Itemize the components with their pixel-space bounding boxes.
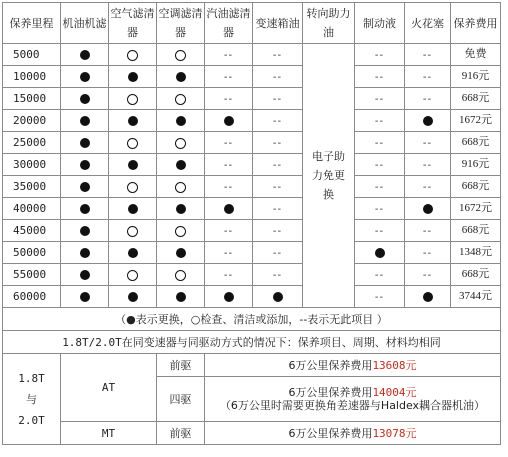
not-applicable-marker: -- [272,225,283,237]
brake-fluid-cell [355,154,405,176]
air-filter-cell [109,88,157,110]
spark-plug-cell [405,88,451,110]
oil-filter-cell [61,176,109,198]
header-brake-fluid: 制动液 [355,3,405,44]
trans-oil-cell [253,286,303,308]
air-filter-cell [109,132,157,154]
not-applicable-marker: -- [374,49,385,61]
oil-filter-cell [61,88,109,110]
summary-awd [205,377,501,422]
schedule-row [3,110,501,132]
fuel-filter-cell [205,66,253,88]
replace-marker [80,182,90,192]
oil-filter-cell [61,198,109,220]
cost-cell: 668元 [451,220,501,242]
steering-oil-note [303,44,355,308]
mileage-cell: 15000 [3,88,61,110]
cost-cell: 668元 [451,88,501,110]
oil-filter-cell [61,154,109,176]
mileage-cell: 35000 [3,176,61,198]
air-filter-cell [109,286,157,308]
not-applicable-marker: -- [374,225,385,237]
mileage-cell: 55000 [3,264,61,286]
mileage-cell: 20000 [3,110,61,132]
transmission-mt: MT [61,422,157,445]
cost-cell: 916元 [451,154,501,176]
fuel-filter-cell [205,88,253,110]
schedule-row [3,176,501,198]
summary-prefix: 6万公里保养费用 [288,426,373,440]
drive-front: 前驱 [157,354,205,377]
not-applicable-marker: -- [223,93,234,105]
trans-oil-cell [253,220,303,242]
legend-text: （●表示更换，○检查、清洁或添加，--表示无此项目 ） [3,308,501,331]
drive-awd: 四驱 [157,377,205,422]
spark-plug-cell [405,176,451,198]
mileage-cell: 45000 [3,220,61,242]
maintenance-table [2,2,501,445]
replace-marker [423,116,433,126]
not-applicable-marker: -- [272,269,283,281]
brake-fluid-cell [355,44,405,66]
replace-marker [176,72,186,82]
check-marker [127,94,138,105]
brake-fluid-cell [355,110,405,132]
check-marker [127,182,138,193]
air-filter-cell [109,198,157,220]
schedule-row [3,44,501,66]
mileage-cell: 50000 [3,242,61,264]
brake-fluid-cell [355,198,405,220]
fuel-filter-cell [205,154,253,176]
oil-filter-cell [61,264,109,286]
replace-marker [128,116,138,126]
schedule-row [3,198,501,220]
not-applicable-marker: -- [374,137,385,149]
replace-marker [128,72,138,82]
mileage-cell: 10000 [3,66,61,88]
check-marker [127,50,138,61]
mileage-cell: 25000 [3,132,61,154]
spark-plug-cell [405,242,451,264]
cost-cell: 3744元 [451,286,501,308]
not-applicable-marker: -- [374,291,385,303]
replace-marker [80,138,90,148]
not-applicable-marker: -- [223,71,234,83]
schedule-row [3,242,501,264]
replace-marker [176,248,186,258]
brake-fluid-cell [355,66,405,88]
ac-filter-cell [157,286,205,308]
ac-filter-cell [157,132,205,154]
air-filter-cell [109,154,157,176]
brake-fluid-cell [355,220,405,242]
oil-filter-cell [61,110,109,132]
summary-cost-value: 13608元 [372,358,417,372]
check-marker [175,138,186,149]
not-applicable-marker: -- [223,247,234,259]
engine-label-text: 1.8T 与 2.0T [18,371,45,427]
trans-oil-cell [253,44,303,66]
not-applicable-marker: -- [272,49,283,61]
replace-marker [224,204,234,214]
note-row [3,331,501,354]
replace-marker [80,248,90,258]
trans-oil-cell [253,88,303,110]
ac-filter-cell [157,242,205,264]
fuel-filter-cell [205,110,253,132]
spark-plug-cell [405,132,451,154]
check-marker [175,270,186,281]
not-applicable-marker: -- [223,159,234,171]
schedule-row [3,88,501,110]
ac-filter-cell [157,154,205,176]
header-air-filter: 空气滤清器 [109,3,157,44]
spark-plug-cell [405,264,451,286]
cost-cell: 668元 [451,132,501,154]
not-applicable-marker: -- [272,71,283,83]
not-applicable-marker: -- [422,247,433,259]
oil-filter-cell [61,44,109,66]
not-applicable-marker: -- [272,181,283,193]
fuel-filter-cell [205,198,253,220]
fuel-filter-cell [205,242,253,264]
summary-mt-front [205,422,501,445]
engine-label [3,354,61,445]
mileage-cell: 60000 [3,286,61,308]
oil-filter-cell [61,286,109,308]
air-filter-cell [109,264,157,286]
header-oil-filter: 机油机滤 [61,3,109,44]
not-applicable-marker: -- [422,269,433,281]
cost-cell: 免费 [451,44,501,66]
trans-oil-cell [253,242,303,264]
header-fuel-filter: 汽油滤清器 [205,3,253,44]
replace-marker [128,248,138,258]
header-ac-filter: 空调滤清器 [157,3,205,44]
spark-plug-cell [405,110,451,132]
not-applicable-marker: -- [374,93,385,105]
spark-plug-cell [405,66,451,88]
replace-marker [80,72,90,82]
replace-marker [80,292,90,302]
not-applicable-marker: -- [374,159,385,171]
replace-marker [80,270,90,280]
not-applicable-marker: -- [223,225,234,237]
replace-marker [80,116,90,126]
replace-marker [80,94,90,104]
ac-filter-cell [157,176,205,198]
not-applicable-marker: -- [272,93,283,105]
mileage-cell: 40000 [3,198,61,220]
check-marker [127,226,138,237]
check-marker [127,270,138,281]
brake-fluid-cell [355,132,405,154]
brake-fluid-cell [355,176,405,198]
not-applicable-marker: -- [422,181,433,193]
summary-prefix: 6万公里保养费用 [288,386,373,399]
check-marker [175,182,186,193]
transmission-at: AT [61,354,157,422]
trans-oil-cell [253,176,303,198]
schedule-row [3,154,501,176]
trans-oil-cell [253,264,303,286]
oil-filter-cell [61,242,109,264]
mileage-cell: 30000 [3,154,61,176]
brake-fluid-cell [355,242,405,264]
note-text: 1.8T/2.0T在同变速器与同驱动方式的情况下：保养项目、周期、材料均相同 [3,331,501,354]
not-applicable-marker: -- [422,225,433,237]
air-filter-cell [109,110,157,132]
schedule-row [3,264,501,286]
replace-marker [176,292,186,302]
header-row [3,3,501,44]
summary-cost-value: 13078元 [372,426,417,440]
summary-prefix: 6万公里保养费用 [288,358,373,372]
replace-marker [176,160,186,170]
not-applicable-marker: -- [422,49,433,61]
ac-filter-cell [157,88,205,110]
spark-plug-cell [405,154,451,176]
fuel-filter-cell [205,286,253,308]
schedule-row [3,220,501,242]
cost-cell: 668元 [451,264,501,286]
check-marker [127,138,138,149]
replace-marker [176,204,186,214]
header-spark-plug: 火花塞 [405,3,451,44]
not-applicable-marker: -- [272,159,283,171]
not-applicable-marker: -- [223,49,234,61]
summary-row [3,422,501,445]
summary-row [3,354,501,377]
schedule-row [3,286,501,308]
cost-cell: 1348元 [451,242,501,264]
cost-cell: 916元 [451,66,501,88]
ac-filter-cell [157,198,205,220]
fuel-filter-cell [205,220,253,242]
air-filter-cell [109,66,157,88]
cost-cell: 1672元 [451,198,501,220]
spark-plug-cell [405,198,451,220]
check-marker [175,226,186,237]
replace-marker [176,116,186,126]
not-applicable-marker: -- [374,115,385,127]
not-applicable-marker: -- [422,93,433,105]
ac-filter-cell [157,66,205,88]
replace-marker [224,292,234,302]
fuel-filter-cell [205,44,253,66]
header-cost: 保养费用 [451,3,501,44]
replace-marker [80,204,90,214]
not-applicable-marker: -- [374,71,385,83]
replace-marker [80,160,90,170]
replace-marker [80,50,90,60]
spark-plug-cell [405,286,451,308]
replace-marker [128,160,138,170]
replace-marker [423,204,433,214]
not-applicable-marker: -- [223,137,234,149]
mileage-cell: 5000 [3,44,61,66]
air-filter-cell [109,220,157,242]
schedule-row [3,132,501,154]
air-filter-cell [109,176,157,198]
oil-filter-cell [61,66,109,88]
trans-oil-cell [253,132,303,154]
not-applicable-marker: -- [272,115,283,127]
header-mileage: 保养里程 [3,3,61,44]
trans-oil-cell [253,198,303,220]
oil-filter-cell [61,220,109,242]
not-applicable-marker: -- [223,269,234,281]
brake-fluid-cell [355,88,405,110]
brake-fluid-cell [355,264,405,286]
ac-filter-cell [157,264,205,286]
air-filter-cell [109,44,157,66]
summary-at-front [205,354,501,377]
fuel-filter-cell [205,132,253,154]
not-applicable-marker: -- [272,247,283,259]
not-applicable-marker: -- [272,203,283,215]
replace-marker [273,292,283,302]
trans-oil-cell [253,66,303,88]
brake-fluid-cell [355,286,405,308]
trans-oil-cell [253,154,303,176]
ac-filter-cell [157,110,205,132]
check-marker [175,94,186,105]
spark-plug-cell [405,44,451,66]
cost-cell: 1672元 [451,110,501,132]
not-applicable-marker: -- [422,137,433,149]
legend-row [3,308,501,331]
replace-marker [128,292,138,302]
not-applicable-marker: -- [272,137,283,149]
header-steering-oil: 转向助力油 [303,3,355,44]
replace-marker [80,226,90,236]
replace-marker [128,204,138,214]
steering-note-text: 电子助力免更换 [312,150,345,201]
summary-note: （6万公里时需要更换角差速器与Haldex耦合器机油） [219,399,486,412]
not-applicable-marker: -- [223,181,234,193]
schedule-row [3,66,501,88]
not-applicable-marker: -- [374,203,385,215]
not-applicable-marker: -- [374,181,385,193]
check-marker [175,50,186,61]
trans-oil-cell [253,110,303,132]
replace-marker [423,292,433,302]
replace-marker [224,116,234,126]
ac-filter-cell [157,220,205,242]
replace-marker [375,248,385,258]
drive-front-mt: 前驱 [157,422,205,445]
summary-cost-value: 14004元 [372,386,417,399]
spark-plug-cell [405,220,451,242]
header-trans-oil: 变速箱油 [253,3,303,44]
fuel-filter-cell [205,264,253,286]
ac-filter-cell [157,44,205,66]
not-applicable-marker: -- [422,71,433,83]
air-filter-cell [109,242,157,264]
oil-filter-cell [61,132,109,154]
not-applicable-marker: -- [422,159,433,171]
cost-cell: 668元 [451,176,501,198]
fuel-filter-cell [205,176,253,198]
not-applicable-marker: -- [374,269,385,281]
